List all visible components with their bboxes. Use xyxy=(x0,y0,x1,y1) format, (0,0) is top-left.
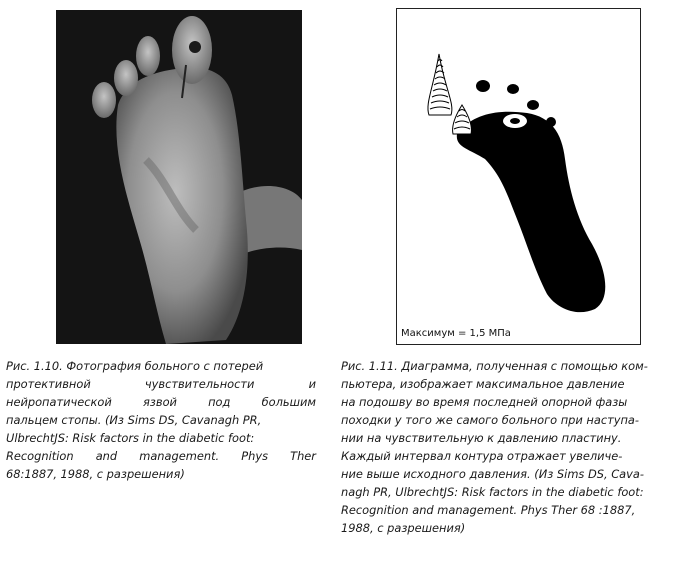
caption-line: нейропатической язвой под большим xyxy=(6,395,316,409)
caption-line: пьютера, изображает максимальное давление xyxy=(341,377,625,391)
caption-line: Recognition and management. Phys Ther xyxy=(6,449,316,463)
pressure-diagram xyxy=(396,8,641,345)
caption-line: Рис. 1.11. Диаграмма, полученная с помощью ком- xyxy=(341,359,648,373)
secondary-contour-plot xyxy=(453,105,472,134)
peak-contour-plot xyxy=(428,54,452,115)
caption-line: Recognition and management. Phys Ther 68 :1887, xyxy=(341,503,636,517)
caption-line: Каждый интервал контура отражает увеличе- xyxy=(341,449,623,463)
foot-pressure-silhouette xyxy=(457,112,605,312)
figure-1-11-caption xyxy=(341,357,687,537)
caption-line: на подошву во время последней опорной фазы xyxy=(341,395,628,409)
toe-pressure-mark xyxy=(507,84,519,94)
figure-1-10-caption xyxy=(6,357,316,483)
max-pressure-label: Максимум = 1,5 МПа xyxy=(401,328,511,339)
caption-line: протективной чувствительности и xyxy=(6,377,316,391)
caption-line: ние выше исходного давления. (Из Sims DS, Cava- xyxy=(341,467,644,481)
caption-line: 68:1887, 1988, с разрешения) xyxy=(6,467,185,481)
caption-line: Рис. 1.10. Фотография больного с потерей xyxy=(6,359,264,373)
caption-line: пальцем стопы. (Из Sims DS, Cavanagh PR, xyxy=(6,413,262,427)
toe-pressure-mark xyxy=(527,100,539,110)
caption-line: 1988, с разрешения) xyxy=(341,521,466,535)
caption-line: UlbrechtJS: Risk factors in the diabetic foot: xyxy=(6,431,255,445)
caption-line: nagh PR, UlbrechtJS: Risk factors in the diabetic foot: xyxy=(341,485,644,499)
caption-line: походки у того же самого больного при наступа- xyxy=(341,413,639,427)
toe-pressure-mark xyxy=(476,80,490,92)
foot-ulcer-photo xyxy=(56,10,302,344)
caption-line: нии на чувствительную к давлению пластину. xyxy=(341,431,622,445)
